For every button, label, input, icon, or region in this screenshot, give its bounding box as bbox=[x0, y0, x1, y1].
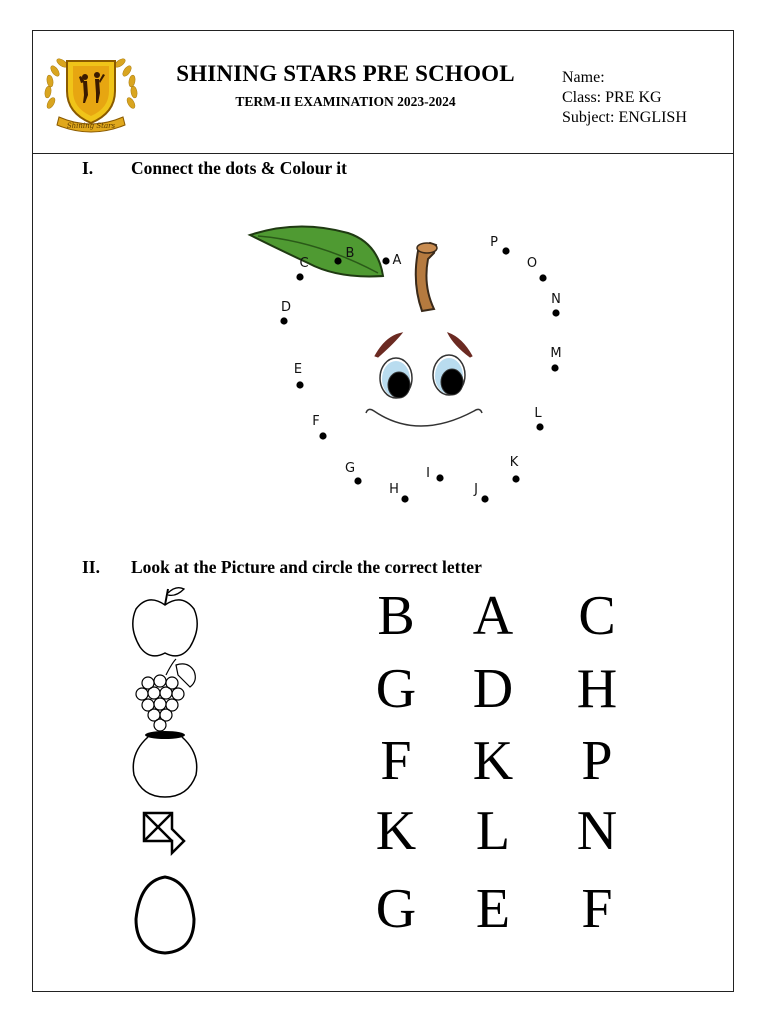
dot-n bbox=[552, 309, 559, 316]
letter-option-row1-2[interactable]: A bbox=[472, 585, 514, 647]
egg-icon bbox=[128, 873, 203, 953]
section-1-number: I. bbox=[82, 158, 94, 178]
dot-label-i: I bbox=[426, 466, 430, 481]
dot-i bbox=[436, 474, 443, 481]
letter-option-row5-1[interactable]: G bbox=[375, 878, 417, 940]
dot-label-j: J bbox=[474, 482, 478, 497]
dot-a bbox=[382, 257, 389, 264]
letter-option-row2-2[interactable]: D bbox=[472, 658, 514, 720]
dot-label-o: O bbox=[526, 256, 538, 271]
dot-d bbox=[280, 317, 287, 324]
section-2-text: Look at the Picture and circle the correct letter bbox=[131, 557, 482, 577]
dot-b bbox=[334, 257, 341, 264]
dot-g bbox=[354, 477, 361, 484]
dot-o bbox=[539, 274, 546, 281]
dot-f bbox=[319, 432, 326, 439]
letter-option-row4-1[interactable]: K bbox=[375, 800, 417, 862]
section-1-text: Connect the dots & Colour it bbox=[131, 158, 347, 178]
logo-ribbon-text: Shining Stars bbox=[66, 122, 116, 130]
pot-icon bbox=[128, 723, 203, 803]
letter-option-row5-2[interactable]: E bbox=[475, 878, 511, 940]
apple-face bbox=[366, 333, 482, 426]
section-2-title bbox=[82, 557, 482, 578]
letter-option-row5-3[interactable]: F bbox=[581, 878, 613, 940]
dot-label-g: G bbox=[344, 461, 356, 476]
dot-h bbox=[401, 495, 408, 502]
dot-m bbox=[551, 364, 558, 371]
dot-l bbox=[536, 423, 543, 430]
letter-option-row2-1[interactable]: G bbox=[375, 658, 417, 720]
dot-label-m: M bbox=[550, 346, 562, 361]
dot-label-h: H bbox=[389, 482, 399, 497]
dot-e bbox=[296, 381, 303, 388]
school-name: SHINING STARS PRE SCHOOL bbox=[176, 61, 515, 86]
school-logo bbox=[37, 47, 145, 133]
letter-option-row2-3[interactable]: H bbox=[576, 658, 618, 720]
dot-label-d: D bbox=[280, 300, 292, 315]
letter-option-row4-3[interactable]: N bbox=[576, 800, 618, 862]
leaf-icon bbox=[250, 226, 383, 276]
letter-option-row3-3[interactable]: P bbox=[581, 730, 613, 792]
student-info bbox=[562, 68, 687, 128]
exam-title: TERM-II EXAMINATION 2023-2024 bbox=[235, 94, 456, 109]
dot-p bbox=[502, 247, 509, 254]
letter-option-row3-1[interactable]: F bbox=[380, 730, 412, 792]
dot-c bbox=[296, 273, 303, 280]
name-field-label: Name: bbox=[562, 69, 605, 86]
letter-option-row3-2[interactable]: K bbox=[472, 730, 514, 792]
section-2-number: II. bbox=[82, 557, 100, 577]
subject-label: Subject: ENGLISH bbox=[562, 109, 687, 126]
kite-icon bbox=[128, 801, 203, 881]
letter-option-row4-2[interactable]: L bbox=[475, 800, 511, 862]
dot-label-e: E bbox=[293, 362, 303, 377]
dot-label-c: C bbox=[299, 256, 309, 271]
class-label: Class: PRE KG bbox=[562, 89, 662, 106]
connect-the-dots-apple bbox=[238, 191, 562, 521]
dot-k bbox=[512, 475, 519, 482]
dot-label-p: P bbox=[490, 235, 498, 250]
header-divider bbox=[33, 153, 733, 154]
letter-option-row1-1[interactable]: B bbox=[377, 585, 415, 647]
dot-label-f: F bbox=[312, 414, 320, 429]
apple-icon bbox=[128, 583, 203, 663]
dot-j bbox=[481, 495, 488, 502]
dot-label-b: B bbox=[345, 246, 355, 261]
dot-label-k: K bbox=[509, 455, 519, 470]
dot-label-l: L bbox=[534, 406, 542, 421]
grapes-icon bbox=[128, 653, 203, 733]
section-1-title bbox=[82, 158, 347, 179]
dot-label-n: N bbox=[551, 292, 561, 307]
dot-label-a: A bbox=[392, 253, 402, 268]
letter-option-row1-3[interactable]: C bbox=[578, 585, 616, 647]
worksheet bbox=[32, 30, 734, 992]
